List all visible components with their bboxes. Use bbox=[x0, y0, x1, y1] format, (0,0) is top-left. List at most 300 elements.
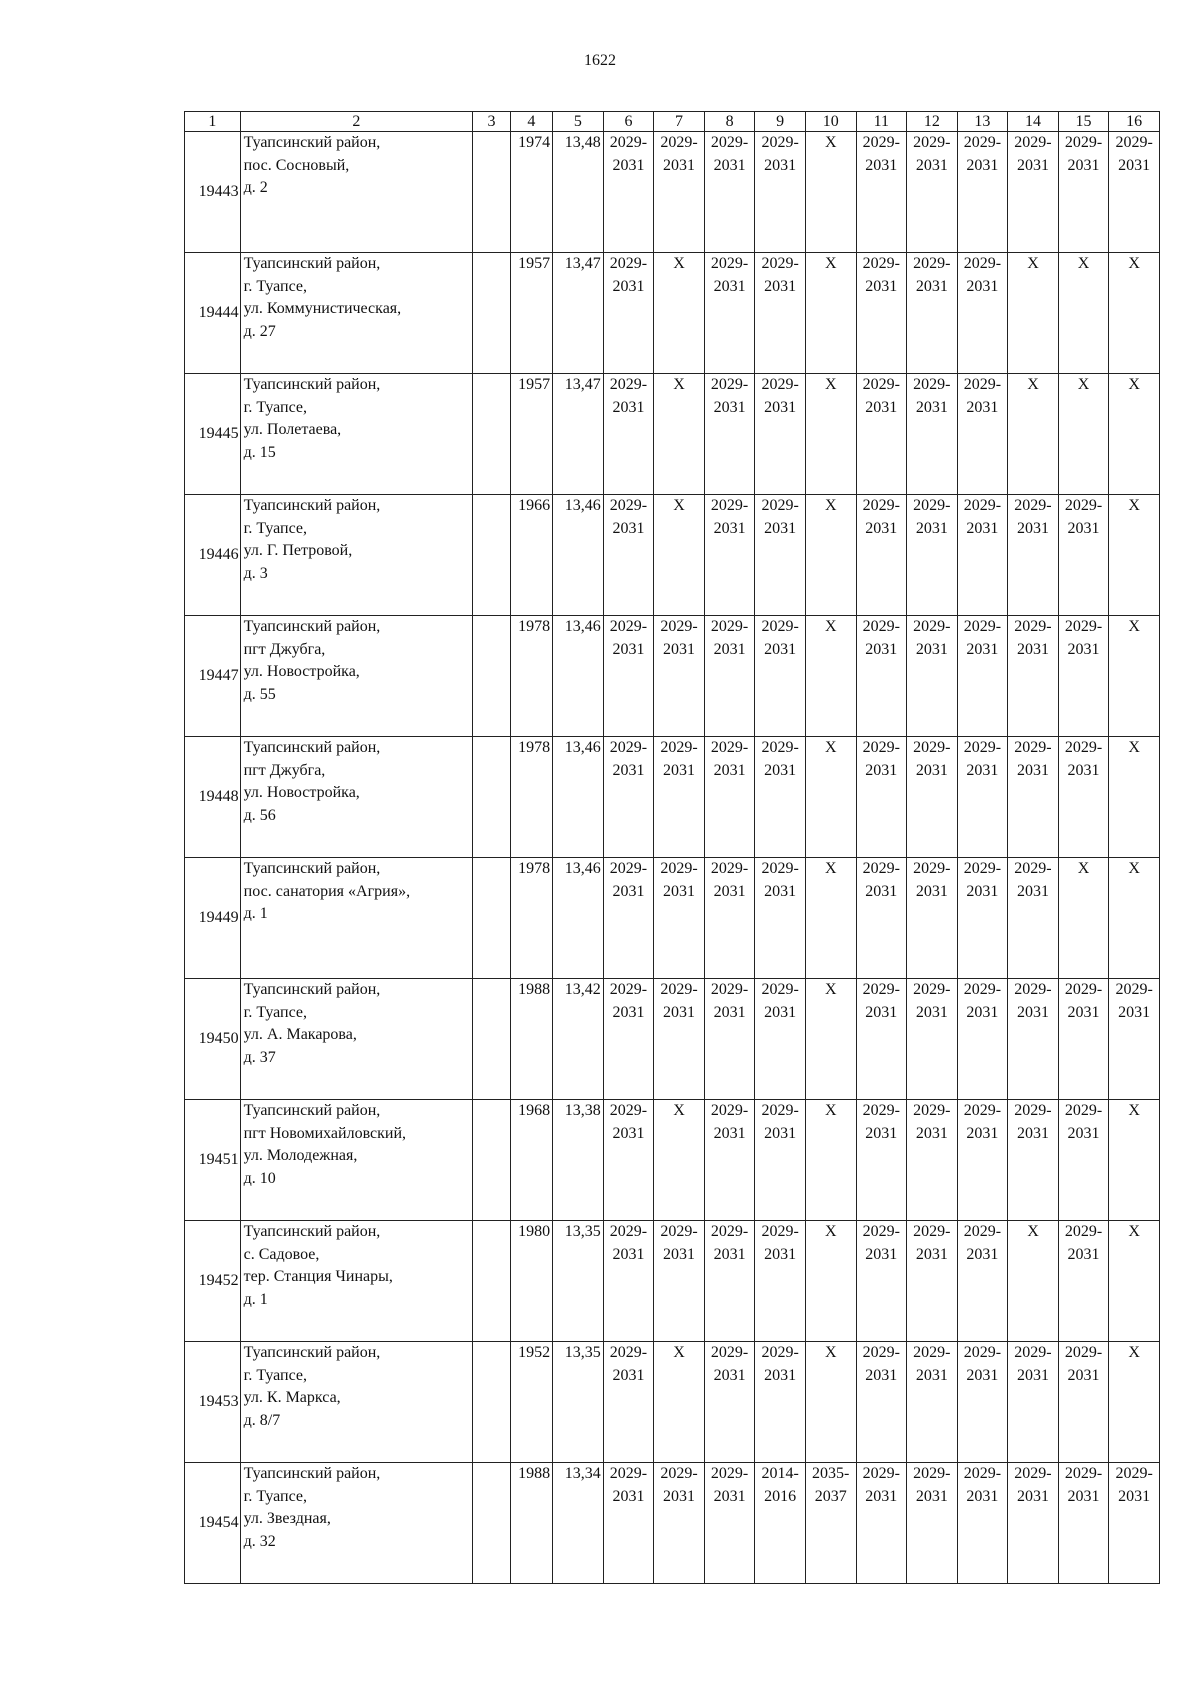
cell-line: Х bbox=[1128, 255, 1140, 272]
cell-line: Туапсинский район, bbox=[243, 1344, 381, 1361]
column-number: 12 bbox=[907, 112, 958, 132]
table-row bbox=[185, 979, 1160, 1100]
cell-line: 2031 bbox=[1016, 1366, 1049, 1384]
period-cell bbox=[1058, 1342, 1109, 1463]
cell-line: Туапсинский район, bbox=[243, 860, 381, 877]
cell-line: 2029- bbox=[609, 1344, 648, 1361]
cell-line: д. 37 bbox=[243, 1048, 276, 1066]
cell-line: 2031 bbox=[1016, 156, 1049, 174]
period-cell bbox=[957, 1100, 1008, 1221]
period-cell bbox=[603, 1463, 654, 1584]
cell-line: 2031 bbox=[663, 156, 696, 174]
cell-line: 2029- bbox=[862, 860, 900, 877]
period-cell bbox=[1109, 858, 1160, 979]
column-3-cell bbox=[473, 1342, 510, 1463]
period-cell bbox=[704, 495, 755, 616]
cell-line: 2029- bbox=[761, 618, 799, 635]
column-3-cell bbox=[473, 737, 510, 858]
cell-line: 2029- bbox=[710, 1223, 749, 1240]
period-cell bbox=[654, 858, 705, 979]
cell-line: 2031 bbox=[915, 398, 948, 416]
cell-line: 2029- bbox=[963, 739, 1002, 756]
period-cell bbox=[1008, 1100, 1059, 1221]
cell-line: 2029- bbox=[963, 1223, 1002, 1240]
cell-line: 2029- bbox=[710, 1344, 749, 1361]
period-cell bbox=[957, 858, 1008, 979]
cell-line: 2031 bbox=[915, 1245, 948, 1263]
cell-line: 2031 bbox=[915, 761, 948, 779]
period-cell bbox=[1008, 1221, 1059, 1342]
table-row bbox=[185, 1100, 1160, 1221]
table-row bbox=[185, 737, 1160, 858]
period-cell bbox=[1058, 858, 1109, 979]
cell-line: 2029- bbox=[710, 860, 749, 877]
period-cell bbox=[1109, 979, 1160, 1100]
cell-line: 2031 bbox=[865, 398, 898, 416]
address-cell bbox=[240, 495, 473, 616]
cell-line: 2029- bbox=[862, 739, 900, 756]
cell-line: 2029- bbox=[1014, 739, 1052, 756]
column-number: 10 bbox=[805, 112, 856, 132]
cell-line: 2031 bbox=[764, 519, 797, 537]
cell-line: 2031 bbox=[966, 1366, 999, 1384]
cell-line: Туапсинский район, bbox=[243, 1102, 381, 1119]
column-3-cell bbox=[473, 616, 510, 737]
period-cell bbox=[907, 495, 958, 616]
cell-line: ул. Полетаева, bbox=[243, 421, 342, 438]
period-cell bbox=[755, 616, 806, 737]
period-cell bbox=[704, 979, 755, 1100]
cell-line: Х bbox=[673, 1102, 685, 1119]
cell-line: 2031 bbox=[663, 1245, 696, 1263]
period-cell bbox=[907, 1463, 958, 1584]
cell-line: 2029- bbox=[609, 1223, 648, 1240]
period-cell bbox=[957, 979, 1008, 1100]
period-cell bbox=[1058, 1221, 1109, 1342]
cell-line: Х bbox=[673, 255, 685, 272]
period-cell bbox=[654, 495, 705, 616]
cell-line: 2031 bbox=[764, 1003, 797, 1021]
cell-line: 2029- bbox=[609, 497, 648, 514]
cell-line: Х bbox=[1077, 255, 1090, 272]
cell-line: Х bbox=[824, 1223, 837, 1240]
cell-line: 2031 bbox=[764, 882, 797, 900]
cell-line: 2031 bbox=[966, 156, 999, 174]
cell-line: 2031 bbox=[1067, 761, 1100, 779]
cell-line: 2029- bbox=[609, 860, 648, 877]
period-cell bbox=[1109, 1100, 1160, 1221]
cell-line: 2031 bbox=[915, 156, 948, 174]
period-cell bbox=[1058, 616, 1109, 737]
cell-line: 2031 bbox=[612, 277, 645, 295]
period-cell bbox=[704, 374, 755, 495]
cell-line: 2031 bbox=[612, 882, 645, 900]
cell-line: 2031 bbox=[966, 1003, 999, 1021]
cell-line: 2031 bbox=[764, 398, 797, 416]
cell-line: 2029- bbox=[963, 1102, 1002, 1119]
period-cell bbox=[805, 1342, 856, 1463]
cell-line: г. Туапсе, bbox=[243, 398, 307, 416]
cell-line: 2029- bbox=[609, 739, 648, 756]
cell-line: ул. Звездная, bbox=[243, 1510, 331, 1527]
table-row bbox=[185, 132, 1160, 253]
cell-line: 2031 bbox=[713, 1245, 746, 1263]
cell-line: 2031 bbox=[1067, 640, 1100, 658]
period-cell bbox=[856, 495, 907, 616]
cell-line: 2031 bbox=[663, 1003, 696, 1021]
cell-line: 2031 bbox=[1067, 1245, 1100, 1263]
period-cell bbox=[654, 1100, 705, 1221]
cell-line: 2037 bbox=[814, 1487, 847, 1505]
cell-line: Туапсинский район, bbox=[243, 497, 381, 514]
record-number-cell: 19452 bbox=[185, 1221, 241, 1342]
cell-line: 2031 bbox=[966, 398, 999, 416]
value-cell: 13,46 bbox=[553, 737, 604, 858]
cell-line: 2029- bbox=[963, 1465, 1002, 1482]
cell-line: 2031 bbox=[1016, 882, 1049, 900]
cell-line: 2014- bbox=[761, 1465, 799, 1482]
cell-line: 2029- bbox=[1115, 1465, 1153, 1482]
cell-line: Х bbox=[824, 618, 837, 635]
cell-line: д. 1 bbox=[243, 905, 268, 922]
cell-line: 2031 bbox=[713, 1487, 746, 1505]
cell-line: 2029- bbox=[1064, 1102, 1103, 1119]
year-built-cell: 1968 bbox=[510, 1100, 552, 1221]
period-cell bbox=[805, 1100, 856, 1221]
cell-line: 2031 bbox=[865, 519, 898, 537]
cell-line: Х bbox=[1128, 497, 1140, 514]
cell-line: 2029- bbox=[913, 1344, 951, 1361]
period-cell bbox=[1058, 374, 1109, 495]
cell-line: 2029- bbox=[609, 134, 648, 151]
period-cell bbox=[1109, 1463, 1160, 1584]
cell-line: Туапсинский район, bbox=[243, 255, 381, 272]
cell-line: г. Туапсе, bbox=[243, 1366, 307, 1384]
cell-line: 2031 bbox=[966, 519, 999, 537]
cell-line: 2029- bbox=[761, 497, 799, 514]
period-cell bbox=[856, 1221, 907, 1342]
cell-line: 2029- bbox=[660, 1223, 698, 1240]
address-cell bbox=[240, 1100, 473, 1221]
cell-line: 2031 bbox=[966, 1124, 999, 1142]
cell-line: 2031 bbox=[915, 1003, 948, 1021]
value-cell: 13,34 bbox=[553, 1463, 604, 1584]
cell-line: д. 15 bbox=[243, 443, 276, 461]
value-cell: 13,48 bbox=[553, 132, 604, 253]
cell-line: ул. Новостройка, bbox=[243, 663, 360, 680]
cell-line: Х bbox=[1027, 1223, 1039, 1240]
period-cell bbox=[856, 737, 907, 858]
table-row bbox=[185, 616, 1160, 737]
cell-line: Х bbox=[1077, 860, 1090, 877]
period-cell bbox=[1058, 1100, 1109, 1221]
period-cell bbox=[654, 132, 705, 253]
cell-line: Х bbox=[1077, 376, 1090, 393]
cell-line: Х bbox=[1027, 376, 1039, 393]
cell-line: д. 10 bbox=[243, 1169, 276, 1187]
cell-line: 2029- bbox=[1064, 497, 1103, 514]
cell-line: 2031 bbox=[612, 156, 645, 174]
cell-line: 2029- bbox=[710, 376, 749, 393]
cell-line: Х bbox=[1128, 860, 1140, 877]
period-cell bbox=[755, 132, 806, 253]
period-cell bbox=[755, 253, 806, 374]
record-number-cell: 19443 bbox=[185, 132, 241, 253]
cell-line: 2031 bbox=[865, 1124, 898, 1142]
cell-line: Туапсинский район, bbox=[243, 981, 381, 998]
cell-line: 2029- bbox=[609, 1102, 648, 1119]
cell-line: 2031 bbox=[1067, 1366, 1100, 1384]
period-cell bbox=[654, 253, 705, 374]
address-cell bbox=[240, 253, 473, 374]
cell-line: 2029- bbox=[761, 255, 799, 272]
period-cell bbox=[907, 979, 958, 1100]
period-cell bbox=[957, 374, 1008, 495]
address-cell bbox=[240, 858, 473, 979]
period-cell bbox=[856, 616, 907, 737]
cell-line: 2029- bbox=[913, 1102, 951, 1119]
cell-line: 2031 bbox=[966, 882, 999, 900]
cell-line: Туапсинский район, bbox=[243, 376, 381, 393]
cell-line: 2031 bbox=[865, 761, 898, 779]
period-cell bbox=[805, 1221, 856, 1342]
cell-line: 2029- bbox=[1014, 1465, 1052, 1482]
cell-line: 2029- bbox=[913, 618, 951, 635]
cell-line: ул. Новостройка, bbox=[243, 784, 360, 801]
period-cell bbox=[755, 1221, 806, 1342]
cell-line: 2029- bbox=[710, 255, 749, 272]
period-cell bbox=[603, 616, 654, 737]
cell-line: 2031 bbox=[1016, 519, 1049, 537]
cell-line: 2031 bbox=[713, 277, 746, 295]
period-cell bbox=[1109, 737, 1160, 858]
cell-line: ул. Коммунистическая, bbox=[243, 300, 402, 317]
cell-line: 2029- bbox=[963, 860, 1002, 877]
cell-line: 2029- bbox=[1014, 1102, 1052, 1119]
value-cell: 13,47 bbox=[553, 253, 604, 374]
cell-line: 2029- bbox=[913, 1223, 951, 1240]
cell-line: Туапсинский район, bbox=[243, 1223, 381, 1240]
year-built-cell: 1957 bbox=[510, 253, 552, 374]
cell-line: пос. санатория «Агрия», bbox=[243, 882, 411, 900]
period-cell bbox=[856, 253, 907, 374]
period-cell bbox=[1008, 495, 1059, 616]
value-cell: 13,46 bbox=[553, 616, 604, 737]
cell-line: 2029- bbox=[862, 1465, 900, 1482]
record-number-cell: 19449 bbox=[185, 858, 241, 979]
period-cell bbox=[805, 737, 856, 858]
table-row bbox=[185, 858, 1160, 979]
cell-line: 2029- bbox=[1064, 1465, 1103, 1482]
period-cell bbox=[1058, 132, 1109, 253]
record-number-cell: 19444 bbox=[185, 253, 241, 374]
cell-line: 2031 bbox=[1067, 156, 1100, 174]
cell-line: 2031 bbox=[865, 156, 898, 174]
cell-line: 2031 bbox=[663, 640, 696, 658]
period-cell bbox=[1109, 1221, 1160, 1342]
cell-line: д. 32 bbox=[243, 1532, 276, 1550]
cell-line: 2031 bbox=[1067, 519, 1100, 537]
value-cell: 13,35 bbox=[553, 1342, 604, 1463]
cell-line: 2029- bbox=[913, 376, 951, 393]
cell-line: 2031 bbox=[713, 640, 746, 658]
column-number: 15 bbox=[1058, 112, 1109, 132]
period-cell bbox=[755, 374, 806, 495]
year-built-cell: 1966 bbox=[510, 495, 552, 616]
period-cell bbox=[957, 1221, 1008, 1342]
cell-line: 2029- bbox=[862, 497, 900, 514]
cell-line: 2031 bbox=[915, 1124, 948, 1142]
cell-line: 2031 bbox=[713, 882, 746, 900]
period-cell bbox=[907, 616, 958, 737]
register-table bbox=[184, 111, 1160, 1584]
cell-line: 2031 bbox=[764, 761, 797, 779]
cell-line: 2031 bbox=[915, 1366, 948, 1384]
cell-line: 2029- bbox=[862, 134, 900, 151]
value-cell: 13,35 bbox=[553, 1221, 604, 1342]
cell-line: 2029- bbox=[913, 134, 951, 151]
address-cell bbox=[240, 1221, 473, 1342]
cell-line: Туапсинский район, bbox=[243, 739, 381, 756]
cell-line: 2031 bbox=[713, 1366, 746, 1384]
period-cell bbox=[1058, 1463, 1109, 1584]
cell-line: Х bbox=[1128, 1102, 1140, 1119]
period-cell bbox=[957, 253, 1008, 374]
cell-line: Х bbox=[824, 981, 837, 998]
cell-line: 2029- bbox=[862, 376, 900, 393]
cell-line: 2029- bbox=[1014, 1344, 1052, 1361]
column-3-cell bbox=[473, 858, 510, 979]
period-cell bbox=[805, 979, 856, 1100]
column-number: 4 bbox=[510, 112, 552, 132]
cell-line: 2029- bbox=[963, 497, 1002, 514]
cell-line: Х bbox=[824, 739, 837, 756]
cell-line: 2029- bbox=[1115, 981, 1153, 998]
cell-line: 2031 bbox=[915, 277, 948, 295]
period-cell bbox=[1058, 737, 1109, 858]
period-cell bbox=[603, 1342, 654, 1463]
cell-line: 2029- bbox=[862, 981, 900, 998]
cell-line: 2031 bbox=[1118, 156, 1151, 174]
cell-line: 2031 bbox=[612, 1245, 645, 1263]
period-cell bbox=[856, 132, 907, 253]
address-cell bbox=[240, 979, 473, 1100]
cell-line: 2031 bbox=[612, 1003, 645, 1021]
column-3-cell bbox=[473, 374, 510, 495]
cell-line: 2031 bbox=[713, 156, 746, 174]
column-number: 8 bbox=[704, 112, 755, 132]
cell-line: 2035- bbox=[812, 1465, 850, 1482]
period-cell bbox=[1008, 858, 1059, 979]
cell-line: тер. Станция Чинары, bbox=[243, 1268, 393, 1285]
address-cell bbox=[240, 737, 473, 858]
address-cell bbox=[240, 132, 473, 253]
period-cell bbox=[603, 858, 654, 979]
cell-line: 2029- bbox=[710, 1102, 749, 1119]
cell-line: Х bbox=[824, 376, 837, 393]
cell-line: 2029- bbox=[660, 981, 698, 998]
cell-line: 2031 bbox=[966, 277, 999, 295]
period-cell bbox=[603, 1221, 654, 1342]
period-cell bbox=[654, 374, 705, 495]
cell-line: 2029- bbox=[761, 981, 799, 998]
cell-line: Х bbox=[673, 376, 685, 393]
cell-line: 2031 bbox=[1016, 1003, 1049, 1021]
period-cell bbox=[603, 253, 654, 374]
cell-line: г. Туапсе, bbox=[243, 1487, 307, 1505]
period-cell bbox=[603, 1100, 654, 1221]
cell-line: 2031 bbox=[865, 1366, 898, 1384]
cell-line: 2029- bbox=[862, 1102, 900, 1119]
column-number: 11 bbox=[856, 112, 907, 132]
cell-line: д. 55 bbox=[243, 685, 276, 703]
period-cell bbox=[1008, 1463, 1059, 1584]
cell-line: 2031 bbox=[764, 640, 797, 658]
column-number: 7 bbox=[654, 112, 705, 132]
cell-line: 2031 bbox=[1067, 1487, 1100, 1505]
cell-line: 2029- bbox=[862, 1344, 900, 1361]
cell-line: 2029- bbox=[1014, 497, 1052, 514]
period-cell bbox=[1109, 132, 1160, 253]
cell-line: 2031 bbox=[966, 1487, 999, 1505]
period-cell bbox=[907, 1100, 958, 1221]
address-cell bbox=[240, 616, 473, 737]
period-cell bbox=[805, 253, 856, 374]
period-cell bbox=[856, 1463, 907, 1584]
cell-line: 2031 bbox=[865, 277, 898, 295]
cell-line: г. Туапсе, bbox=[243, 277, 307, 295]
cell-line: ул. А. Макарова, bbox=[243, 1026, 357, 1043]
cell-line: 2029- bbox=[963, 981, 1002, 998]
cell-line: 2029- bbox=[1064, 981, 1103, 998]
period-cell bbox=[654, 1463, 705, 1584]
cell-line: Х bbox=[824, 134, 837, 151]
period-cell bbox=[957, 616, 1008, 737]
cell-line: 2031 bbox=[1067, 1124, 1100, 1142]
cell-line: 2031 bbox=[764, 1124, 797, 1142]
cell-line: 2029- bbox=[1014, 981, 1052, 998]
cell-line: 2029- bbox=[761, 376, 799, 393]
period-cell bbox=[603, 737, 654, 858]
cell-line: 2031 bbox=[612, 1366, 645, 1384]
cell-line: д. 3 bbox=[243, 564, 268, 582]
cell-line: 2031 bbox=[1118, 1003, 1151, 1021]
column-number: 1 bbox=[185, 112, 241, 132]
address-cell bbox=[240, 1342, 473, 1463]
period-cell bbox=[704, 1221, 755, 1342]
period-cell bbox=[755, 979, 806, 1100]
cell-line: Х bbox=[1128, 1223, 1140, 1240]
cell-line: Х bbox=[673, 497, 685, 514]
period-cell bbox=[856, 858, 907, 979]
column-number: 9 bbox=[755, 112, 806, 132]
cell-line: 2029- bbox=[710, 1465, 749, 1482]
period-cell bbox=[1008, 132, 1059, 253]
period-cell bbox=[1109, 1342, 1160, 1463]
cell-line: 2031 bbox=[612, 519, 645, 537]
value-cell: 13,38 bbox=[553, 1100, 604, 1221]
cell-line: 2031 bbox=[865, 882, 898, 900]
period-cell bbox=[907, 858, 958, 979]
cell-line: 2029- bbox=[913, 860, 951, 877]
column-number-row bbox=[185, 112, 1160, 132]
period-cell bbox=[704, 1463, 755, 1584]
cell-line: 2031 bbox=[915, 519, 948, 537]
record-number-cell: 19454 bbox=[185, 1463, 241, 1584]
period-cell bbox=[805, 132, 856, 253]
cell-line: 2029- bbox=[761, 860, 799, 877]
period-cell bbox=[957, 132, 1008, 253]
